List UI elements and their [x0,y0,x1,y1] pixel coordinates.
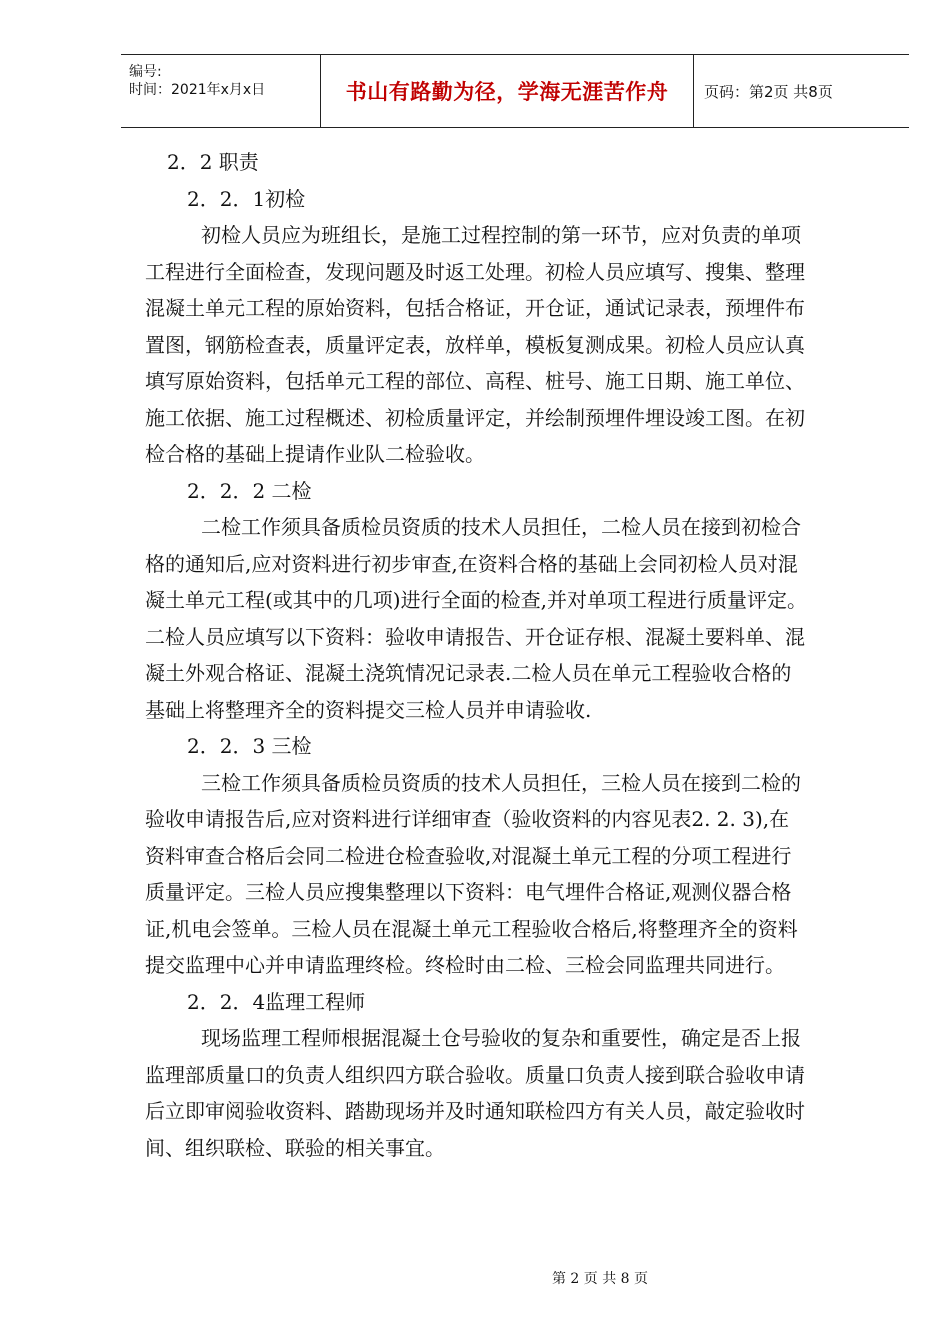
header-left-cell [121,55,321,127]
number-label: 编号: [129,64,162,80]
header-right-cell [694,55,909,127]
paragraph-line: 二检工作须具备质检员资质的技术人员担任，二检人员在接到初检合 [201,515,801,539]
paragraph-line: 格的通知后,应对资料进行初步审查,在资料合格的基础上会同初检人员对混 [145,551,798,576]
section-heading-2-2-3: 2．2．3 三检 [187,734,312,758]
footer-page-number: 第 2 页 共 8 页 [551,1271,649,1287]
paragraph-line: 施工依据、施工过程概述、初检质量评定，并绘制预埋件埋设竣工图。在初 [145,405,805,430]
document-body [145,144,890,1166]
time-label: 时间：2021年x月x日 [129,82,266,98]
paragraph-line: 基础上将整理齐全的资料提交三检人员并申请验收. [145,697,592,722]
paragraph-line: 二检人员应填写以下资料：验收申请报告、开仓证存根、混凝土要料单、混 [145,624,805,649]
paragraph-line: 证,机电会签单。三检人员在混凝土单元工程验收合格后,将整理齐全的资料 [145,916,798,941]
paragraph-line: 监理部质量口的负责人组织四方联合验收。质量口负责人接到联合验收申请 [145,1062,805,1087]
paragraph-line: 置图，钢筋检查表，质量评定表，放样单，模板复测成果。初检人员应认真 [145,332,805,357]
header-middle-cell [321,55,694,127]
paragraph-line: 质量评定。三检人员应搜集整理以下资料：电气埋件合格证,观测仪器合格 [145,880,792,904]
paragraph-line: 现场监理工程师根据混凝土仓号验收的复杂和重要性，确定是否上报 [201,1026,801,1050]
paragraph-line: 工程进行全面检查，发现问题及时返工处理。初检人员应填写、搜集、整理 [145,259,805,284]
header-motto: 书山有路勤为径，学海无涯苦作舟 [345,80,669,104]
paragraph-line: 验收申请报告后,应对资料进行详细审查（验收资料的内容见表2. 2. 3),在 [145,807,790,831]
header-page-info: 页码：第2页 共8页 [704,82,833,101]
section-heading-2-2-4: 2．2．4监理工程师 [187,989,366,1014]
page-footer [0,1268,950,1288]
section-heading-2-2-1: 2．2．1初检 [187,186,306,211]
section-heading-2-2: 2．2 职责 [167,150,259,174]
paragraph-line: 间、组织联检、联验的相关事宜。 [145,1135,445,1160]
paragraph-line: 资料审查合格后会同二检进仓检查验收,对混凝土单元工程的分项工程进行 [145,843,792,868]
paragraph-line: 凝土外观合格证、混凝土浇筑情况记录表.二检人员在单元工程验收合格的 [145,661,792,685]
paragraph-line: 初检人员应为班组长，是施工过程控制的第一环节，应对负责的单项 [201,223,801,247]
paragraph-line: 后立即审阅验收资料、踏勘现场并及时通知联检四方有关人员，敲定验收时 [145,1099,805,1123]
paragraph-initial-inspection [145,217,890,473]
paragraph-line: 三检工作须具备质检员资质的技术人员担任，三检人员在接到二检的 [201,770,801,795]
paragraph-supervising-engineer [145,1020,890,1166]
paragraph-second-inspection [145,509,890,728]
section-heading-2-2-2: 2．2．2 二检 [187,478,312,503]
paragraph-line: 凝土单元工程(或其中的几项)进行全面的检查,并对单项工程进行质量评定。 [145,588,807,612]
page-header [121,54,909,128]
paragraph-line: 填写原始资料，包括单元工程的部位、高程、桩号、施工日期、施工单位、 [145,369,805,393]
paragraph-line: 提交监理中心并申请监理终检。终检时由二检、三检会同监理共同进行。 [145,953,785,977]
paragraph-line: 混凝土单元工程的原始资料，包括合格证，开仓证，通试记录表，预埋件布 [145,296,805,320]
paragraph-line: 检合格的基础上提请作业队二检验收。 [145,442,485,466]
paragraph-third-inspection [145,765,890,984]
